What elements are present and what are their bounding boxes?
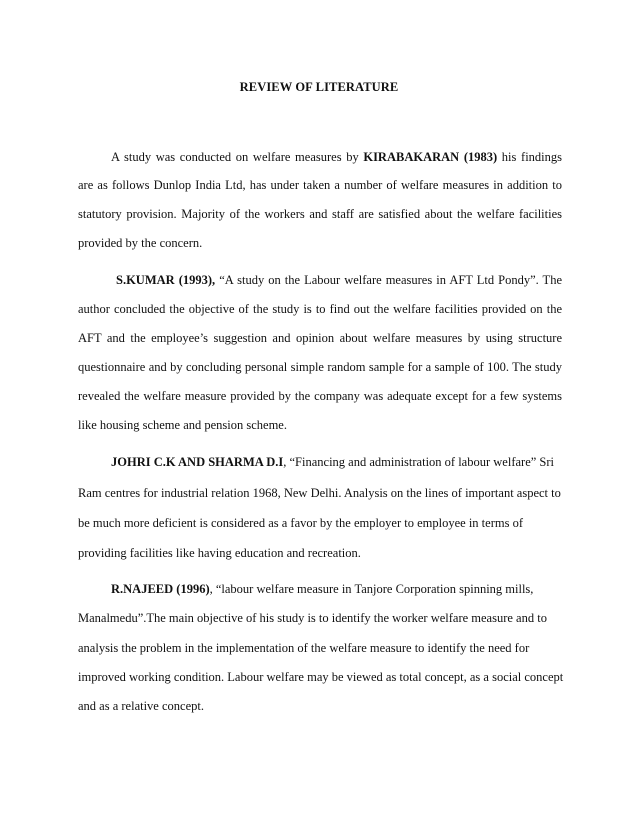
paragraph-3-line-1 xyxy=(111,454,562,470)
p1-text-post: his findings xyxy=(497,150,562,164)
paragraph-4-line-4: improved working condition. Labour welfare may be viewed as total concept, as a social concept xyxy=(78,670,564,684)
p3-text-post: , “Financing and administration of labour welfare” Sri xyxy=(283,455,555,469)
paragraph-1-line-1 xyxy=(111,149,562,165)
paragraph-1-line-3: statutory provision. Majority of the workers and staff are satisfied about the welfare facilities xyxy=(78,207,562,221)
p1-author: KIRABAKARAN (1983) xyxy=(363,150,498,164)
paragraph-3-line-3: be much more deficient is considered as a favor by the employer to employee in terms of xyxy=(78,516,523,530)
paragraph-2-line-1 xyxy=(116,272,562,288)
paragraph-4-line-3: analysis the problem in the implementation of the welfare measure to identify the need for xyxy=(78,641,530,655)
p2-text-post: “A study on the Labour welfare measures in AFT Ltd Pondy”. The xyxy=(215,273,562,287)
paragraph-4-line-5: and as a relative concept. xyxy=(78,699,204,713)
p1-text-pre: A study was conducted on welfare measures by xyxy=(111,150,364,164)
paragraph-4-line-2: Manalmedu”.The main objective of his study is to identify the worker welfare measure and to xyxy=(78,611,547,625)
p4-author: R.NAJEED (1996) xyxy=(111,582,210,596)
paragraph-2-line-2: author concluded the objective of the study is to find out the welfare facilities provided on the xyxy=(78,302,562,316)
paragraph-2-line-5: revealed the welfare measure provided by the company was adequate except for a few systems xyxy=(78,389,562,403)
paragraph-4-line-1 xyxy=(111,581,562,597)
paragraph-1-line-4: provided by the concern. xyxy=(78,236,203,250)
paragraph-2-line-6: like housing scheme and pension scheme. xyxy=(78,418,287,432)
paragraph-3-line-4: providing facilities like having education and recreation. xyxy=(78,546,361,560)
paragraph-3-line-2: Ram centres for industrial relation 1968, New Delhi. Analysis on the lines of important aspect to xyxy=(78,486,561,500)
paragraph-2-line-3: AFT and the employee’s suggestion and opinion about welfare measures by using structure xyxy=(78,331,562,345)
paragraph-2-line-4: questionnaire and by concluding personal simple random sample for a sample of 100. The study xyxy=(78,360,562,374)
page-title: REVIEW OF LITERATURE xyxy=(239,80,399,94)
p4-text-post: , “labour welfare measure in Tanjore Corporation spinning mills, xyxy=(209,582,534,596)
p2-author: S.KUMAR (1993), xyxy=(116,273,216,287)
p3-author: JOHRI C.K AND SHARMA D.I xyxy=(111,455,284,469)
paragraph-1-line-2: are as follows Dunlop India Ltd, has under taken a number of welfare measures in addition to xyxy=(78,178,562,192)
